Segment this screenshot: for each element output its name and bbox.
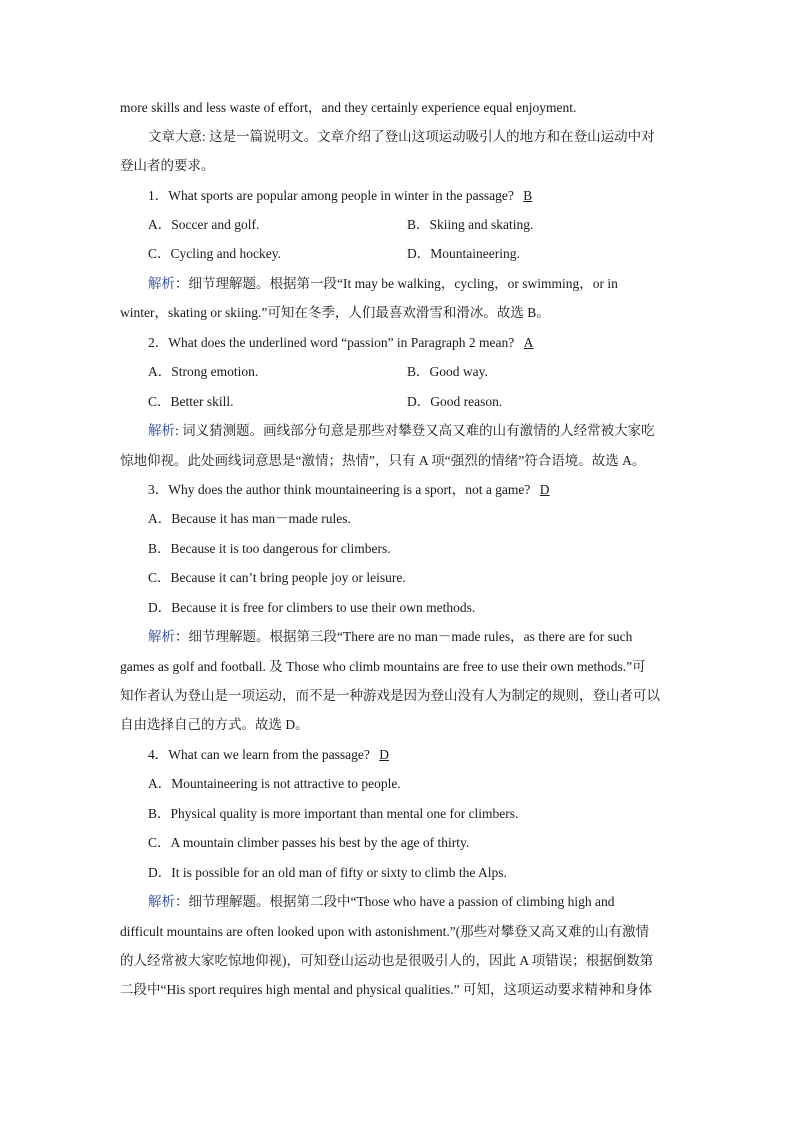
question-4-option-d: D．It is possible for an old man of fifty or sixty to climb the Alps. [148, 865, 507, 880]
question-4-option-b: B．Physical quality is more important than mental one for climbers. [148, 806, 519, 821]
question-3-answer: D [539, 482, 550, 497]
question-4-analysis-line-4: 二段中“His sport requires high mental and physical qualities.” 可知，这项运动要求精神和身体 [120, 982, 653, 997]
question-4-stem: 4．What can we learn from the passage? D [148, 745, 675, 765]
question-2-option-b: B．Good way. [407, 364, 488, 379]
question-1-option-b: B．Skiing and skating. [407, 217, 534, 232]
question-3-option-c: C．Because it can’t bring people joy or leisure. [148, 570, 406, 585]
question-3-option-b: B．Because it is too dangerous for climbers. [148, 541, 391, 556]
question-2-option-a: A．Strong emotion. [148, 364, 259, 379]
question-4-analysis-line-1: 解析：细节理解题。根据第二段中“Those who have a passion of climbing high and [148, 894, 615, 909]
question-2-analysis-line-1: 解析: 词义猜测题。画线部分句意是那些对攀登又高又难的山有激情的人经常被大家吃 [148, 423, 655, 438]
question-4-analysis-line-3: 的人经常被大家吃惊地仰视)，可知登山运动也是很吸引人的，因此 A 项错误；根据倒数第 [120, 953, 654, 968]
summary-line-2: 登山者的要求。 [120, 158, 215, 173]
question-3-analysis-line-2: games as golf and football. 及 Those who climb mountains are free to use their own methods.”可 [120, 659, 646, 674]
question-1-analysis-line-2: winter，skating or skiing.”可知在冬季，人们最喜欢滑雪和滑冰。故选 B。 [120, 305, 550, 320]
analysis-label: 解析 [148, 423, 175, 438]
question-4-option-c: C．A mountain climber passes his best by the age of thirty. [148, 835, 470, 850]
question-1-answer: B [523, 188, 533, 203]
analysis-label: 解析 [148, 629, 175, 644]
question-1-option-c: C．Cycling and hockey. [148, 246, 281, 261]
question-4-option-a: A．Mountaineering is not attractive to people. [148, 776, 401, 791]
question-4-answer: D [379, 747, 390, 762]
analysis-label: 解析 [148, 276, 175, 291]
question-2-analysis-line-2: 惊地仰视。此处画线词意思是“激情；热情”，只有 A 项“强烈的情绪”符合语境。故选 A。 [120, 453, 646, 468]
question-2-stem: 2．What does the underlined word “passion” in Paragraph 2 mean? A [148, 333, 675, 353]
question-3-option-d: D．Because it is free for climbers to use their own methods. [148, 600, 476, 615]
analysis-label: 解析 [148, 894, 175, 909]
question-2-option-c: C．Better skill. [148, 394, 234, 409]
question-1-option-d: D．Mountaineering. [407, 246, 520, 261]
question-3-analysis-line-3: 知作者认为登山是一项运动，而不是一种游戏是因为登山没有人为制定的规则，登山者可以 [120, 688, 660, 703]
question-1-analysis-line-1: 解析：细节理解题。根据第一段“It may be walking，cycling，or swimming，or in [148, 276, 618, 291]
summary-line-1: 文章大意: 这是一篇说明文。文章介绍了登山这项运动吸引人的地方和在登山运动中对 [148, 129, 655, 144]
question-3-option-a: A．Because it has man－made rules. [148, 511, 351, 526]
summary-label: 文章大意 [148, 129, 202, 144]
question-3-analysis-line-1: 解析：细节理解题。根据第三段“There are no man－made rules，as there are for such [148, 629, 633, 644]
question-2-answer: A [523, 335, 534, 350]
question-4-analysis-line-2: difficult mountains are often looked upon with astonishment.”(那些对攀登又高又难的山有激情 [120, 924, 650, 939]
passage-tail: more skills and less waste of effort，and they certainly experience equal enjoyment. [120, 100, 577, 115]
question-3-analysis-line-4: 自由选择自己的方式。故选 D。 [120, 717, 309, 732]
question-1-option-a: A．Soccer and golf. [148, 217, 260, 232]
question-3-stem: 3．Why does the author think mountaineering is a sport，not a game? D [148, 480, 675, 500]
question-1-stem: 1．What sports are popular among people in winter in the passage? B [148, 186, 675, 206]
question-2-option-d: D．Good reason. [407, 394, 503, 409]
